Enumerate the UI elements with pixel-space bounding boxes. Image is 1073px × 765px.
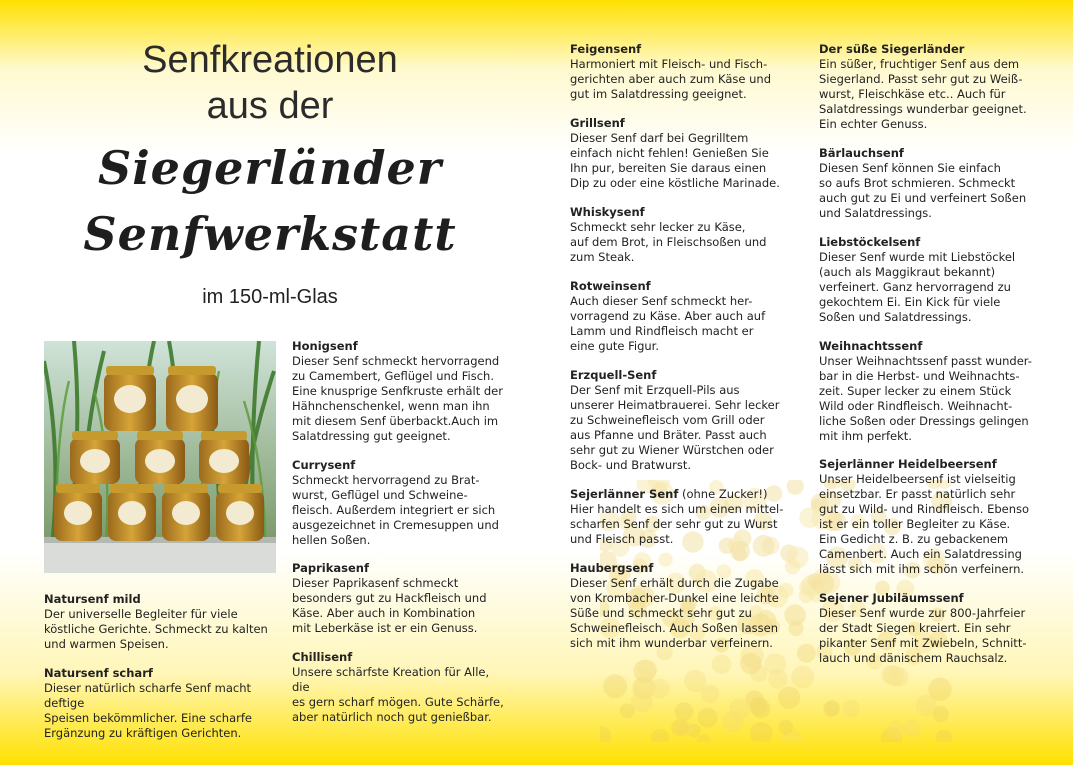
entry-line: aus Pfanne und Bräter. Passt auch xyxy=(570,428,767,442)
mustard-seed xyxy=(791,666,814,689)
entry-line: Hähnchenschenkel, wenn man ihn xyxy=(292,399,490,413)
entry-line: verfeinert. Ganz hervorragend zu xyxy=(819,280,1011,294)
entry-line: gerichten aber auch zum Käse und xyxy=(570,72,772,86)
entry-line: pikanter Senf mit Zwiebeln, Schnitt- xyxy=(819,636,1027,650)
entry-title: Haubergsenf xyxy=(570,561,654,575)
entry-line: Bock- und Bratwurst. xyxy=(570,458,691,472)
entry-line: Wild oder Rindfleisch. Weihnacht- xyxy=(819,399,1013,413)
entry-line: gut zu Wild- und Rindfleisch. Ebenso xyxy=(819,502,1030,516)
entry-line: einsetzbar. Er passt natürlich sehr xyxy=(819,487,1016,501)
entry-line: Käse. Aber auch in Kombination xyxy=(292,606,476,620)
entry-title: Whiskysenf xyxy=(570,205,645,219)
entry-title: Chillisenf xyxy=(292,650,353,664)
entry-weihnachtssenf xyxy=(819,339,1051,444)
entry-line: Soßen und Salatdressings. xyxy=(819,310,972,324)
mustard-seed xyxy=(698,708,718,728)
entry-line: zu Camembert, Geflügel und Fisch. xyxy=(292,369,494,383)
entry-line: ist er ein toller Begleiter zu Käse. xyxy=(819,517,1011,531)
subtitle: im 150-ml-Glas xyxy=(202,286,338,308)
entry-line: sich mit ihm wunderbar verfeinern. xyxy=(570,636,773,650)
entry-line: Dip zu oder eine köstliche Marinade. xyxy=(570,176,780,190)
mustard-seed xyxy=(671,719,689,737)
entry-title: Liebstöckelsenf xyxy=(819,235,921,249)
entry-baerlauchsenf xyxy=(819,146,1051,221)
entry-line: sehr gut zu Wiener Würstchen oder xyxy=(570,443,774,457)
entry-sejerlaenner-senf xyxy=(570,487,798,547)
entry-line: Salatdressing gut geeignet. xyxy=(292,429,451,443)
entry-title-name: Sejerlänner Senf xyxy=(570,487,679,501)
mustard-seed xyxy=(675,702,694,721)
entry-line: mit diesem Senf überbackt.Auch im xyxy=(292,414,499,428)
entry-line: zeit. Super lecker zu einem Stück xyxy=(819,384,1012,398)
entry-title: Sejerlänner Heidelbeersenf xyxy=(819,457,997,471)
entry-title: Bärlauchsenf xyxy=(819,146,904,160)
entry-line: Süße und schmeckt sehr gut zu xyxy=(570,606,752,620)
entry-line: Hier handelt es sich um einen mittel- xyxy=(570,502,784,516)
mustard-seed xyxy=(928,678,951,701)
mustard-seed xyxy=(650,679,670,699)
mustard-seed xyxy=(778,687,800,709)
entry-line: aber natürlich noch gut genießbar. xyxy=(292,710,492,724)
entry-title: Natursenf scharf xyxy=(44,666,153,680)
entry-line: mit ihm perfekt. xyxy=(819,429,912,443)
entry-line: Dieser natürlich scharfe Senf macht deftige xyxy=(44,681,251,710)
entry-line: Siegerland. Passt sehr gut zu Weiß- xyxy=(819,72,1023,86)
entry-title-suffix: (ohne Zucker!) xyxy=(678,487,768,501)
entry-heidelbeersenf xyxy=(819,457,1051,577)
entry-honigsenf xyxy=(292,339,510,444)
entry-line: und Salatdressings. xyxy=(819,206,932,220)
entry-line: hellen Soßen. xyxy=(292,533,371,547)
entry-line: Ein Gedicht z. B. zu gebackenem xyxy=(819,532,1009,546)
entry-line: Der universelle Begleiter für viele xyxy=(44,607,238,621)
entry-line: köstliche Gerichte. Schmeckt zu kalten xyxy=(44,622,268,636)
mustard-seed xyxy=(637,660,657,680)
entry-line: lauch und dänischem Rauchsalz. xyxy=(819,651,1008,665)
mustard-jars-photo xyxy=(44,341,276,573)
title-line-1: Senfkreationen xyxy=(142,39,398,81)
entry-line: so aufs Brot schmieren. Schmeckt xyxy=(819,176,1016,190)
entry-line: und warmen Speisen. xyxy=(44,637,169,651)
entry-line: Schmeckt sehr lecker zu Käse, xyxy=(570,220,746,234)
entry-title xyxy=(570,487,798,502)
entry-line: Dieser Senf schmeckt hervorragend xyxy=(292,354,500,368)
mustard-seed xyxy=(740,653,762,675)
entry-currysenf xyxy=(292,458,510,548)
entry-line: Harmoniert mit Fleisch- und Fisch- xyxy=(570,57,768,71)
mustard-seed xyxy=(936,729,952,742)
entry-line: und Fleisch passt. xyxy=(570,532,674,546)
mustard-seed xyxy=(600,726,611,742)
entry-line: der Stadt Siegen kreiert. Ein sehr xyxy=(819,621,1011,635)
entry-natursenf-mild xyxy=(44,592,280,652)
entry-jubilaeumssenf xyxy=(819,591,1051,666)
mustard-seed xyxy=(887,721,905,739)
title-script-line-2: Senfwerkstatt xyxy=(83,207,457,261)
entry-line: Schmeckt hervorragend zu Brat- xyxy=(292,473,480,487)
title-line-2: aus der xyxy=(206,85,334,127)
entry-title: Feigensenf xyxy=(570,42,642,56)
entry-line: Lamm und Rindfleisch macht er xyxy=(570,324,754,338)
entry-line: Ergänzung zu kräftigen Gerichten. xyxy=(44,726,242,740)
entry-natursenf-scharf xyxy=(44,666,280,741)
entry-title: Rotweinsenf xyxy=(570,279,651,293)
mustard-seed xyxy=(797,644,816,663)
entry-liebstoeckelsenf xyxy=(819,235,1051,325)
entry-line: wurst, Fleischkäse etc.. Auch für xyxy=(819,87,1006,101)
entry-title: Paprikasenf xyxy=(292,561,369,575)
entry-line: vorragend zu Käse. Aber auch auf xyxy=(570,309,766,323)
entry-line: liche Soßen oder Dressings gelingen xyxy=(819,414,1029,428)
entry-line: Dieser Senf darf bei Gegrilltem xyxy=(570,131,749,145)
entry-line: ausgezeichnet in Cremesuppen und xyxy=(292,518,499,532)
entry-line: Schweinefleisch. Auch Soßen lassen xyxy=(570,621,778,635)
entry-line: Salatdressings wunderbar geeignet. xyxy=(819,102,1027,116)
entry-line: Diesen Senf können Sie einfach xyxy=(819,161,1001,175)
entry-line: zum Steak. xyxy=(570,250,635,264)
entry-title: Currysenf xyxy=(292,458,356,472)
entry-line: Camenbert. Auch ein Salatdressing xyxy=(819,547,1022,561)
entry-line: (auch als Maggikraut bekannt) xyxy=(819,265,996,279)
mustard-seed xyxy=(701,685,720,704)
entry-line: gekochtem Ei. Ein Kick für viele xyxy=(819,295,1001,309)
entry-title: Weihnachtssenf xyxy=(819,339,923,353)
entry-line: Speisen bekömmlicher. Eine scharfe xyxy=(44,711,252,725)
entry-grillsenf xyxy=(570,116,798,191)
mustard-seed xyxy=(768,669,788,689)
entry-line: Unser Weihnachtssenf passt wunder- xyxy=(819,354,1032,368)
entry-line: Dieser Paprikasenf schmeckt xyxy=(292,576,459,590)
entry-line: auf dem Brot, in Fleischsoßen und xyxy=(570,235,767,249)
entry-title: Erzquell-Senf xyxy=(570,368,657,382)
entry-line: zu Schweinefleisch vom Grill oder xyxy=(570,413,765,427)
mustard-seed xyxy=(712,655,732,675)
entry-line: bar in die Herbst- und Weihnachts- xyxy=(819,369,1020,383)
mustard-seed xyxy=(729,699,750,720)
entry-line: wurst, Geflügel und Schweine- xyxy=(292,488,468,502)
entry-line: Dieser Senf erhält durch die Zugabe xyxy=(570,576,779,590)
entry-line: lässt sich mit ihm schön verfeinern. xyxy=(819,562,1025,576)
entry-line: von Krombacher-Dunkel eine leichte xyxy=(570,591,779,605)
mustard-seed xyxy=(779,720,794,735)
entry-line: Dieser Senf wurde zur 800-Jahrfeier xyxy=(819,606,1026,620)
entry-line: fleisch. Außerdem integriert er sich xyxy=(292,503,496,517)
entry-line: Auch dieser Senf schmeckt her- xyxy=(570,294,753,308)
entry-line: auch gut zu Ei und verfeinert Soßen xyxy=(819,191,1027,205)
entry-line: Ein süßer, fruchtiger Senf aus dem xyxy=(819,57,1020,71)
entry-line: Dieser Senf wurde mit Liebstöckel xyxy=(819,250,1016,264)
entry-line: gut im Salatdressing geeignet. xyxy=(570,87,747,101)
entry-title: Grillsenf xyxy=(570,116,625,130)
entry-title: Honigsenf xyxy=(292,339,358,353)
entry-paprikasenf xyxy=(292,561,510,636)
jar-row-middle xyxy=(70,431,249,484)
entry-line: Ihn pur, bereiten Sie daraus einen xyxy=(570,161,767,175)
entry-line: Unsere schärfste Kreation für Alle, die xyxy=(292,665,490,694)
entry-line: besonders gut zu Hackfleisch und xyxy=(292,591,487,605)
entry-line: mit Leberkäse ist er ein Genuss. xyxy=(292,621,478,635)
entry-line: eine gute Figur. xyxy=(570,339,660,353)
entry-line: es gern scharf mögen. Gute Schärfe, xyxy=(292,695,504,709)
entry-title: Natursenf mild xyxy=(44,592,141,606)
mustard-seed xyxy=(903,720,921,738)
entry-line: Der Senf mit Erzquell-Pils aus xyxy=(570,383,740,397)
entry-chillisenf xyxy=(292,650,510,725)
entry-line: Eine knusprige Senfkruste erhält der xyxy=(292,384,503,398)
mustard-seed xyxy=(603,674,627,698)
entry-line: scharfen Senf der sehr gut zu Wurst xyxy=(570,517,778,531)
entry-feigensenf xyxy=(570,42,798,102)
entry-title: Der süße Siegerländer xyxy=(819,42,965,56)
mustard-seed xyxy=(749,697,767,715)
entry-rotweinsenf xyxy=(570,279,798,354)
title-script-line-1: Siegerländer xyxy=(97,141,443,195)
entry-der-suesse-siegerlaender xyxy=(819,42,1051,132)
entry-title: Sejener Jubiläumssenf xyxy=(819,591,964,605)
entry-erzquell-senf xyxy=(570,368,798,473)
entry-line: Unser Heidelbeersenf ist vielseitig xyxy=(819,472,1016,486)
mustard-seed xyxy=(651,729,669,742)
mustard-seed xyxy=(884,665,905,686)
entry-whiskysenf xyxy=(570,205,798,265)
mustard-seed xyxy=(823,701,839,717)
entry-line: Ein echter Genuss. xyxy=(819,117,928,131)
entry-line: unserer Heimatbrauerei. Sehr lecker xyxy=(570,398,780,412)
mustard-seed xyxy=(750,722,773,742)
mustard-seed xyxy=(631,690,653,712)
mustard-seed xyxy=(933,706,949,722)
mustard-seed xyxy=(842,700,860,718)
entry-line: einfach nicht fehlen! Genießen Sie xyxy=(570,146,769,160)
entry-haubergsenf xyxy=(570,561,798,651)
